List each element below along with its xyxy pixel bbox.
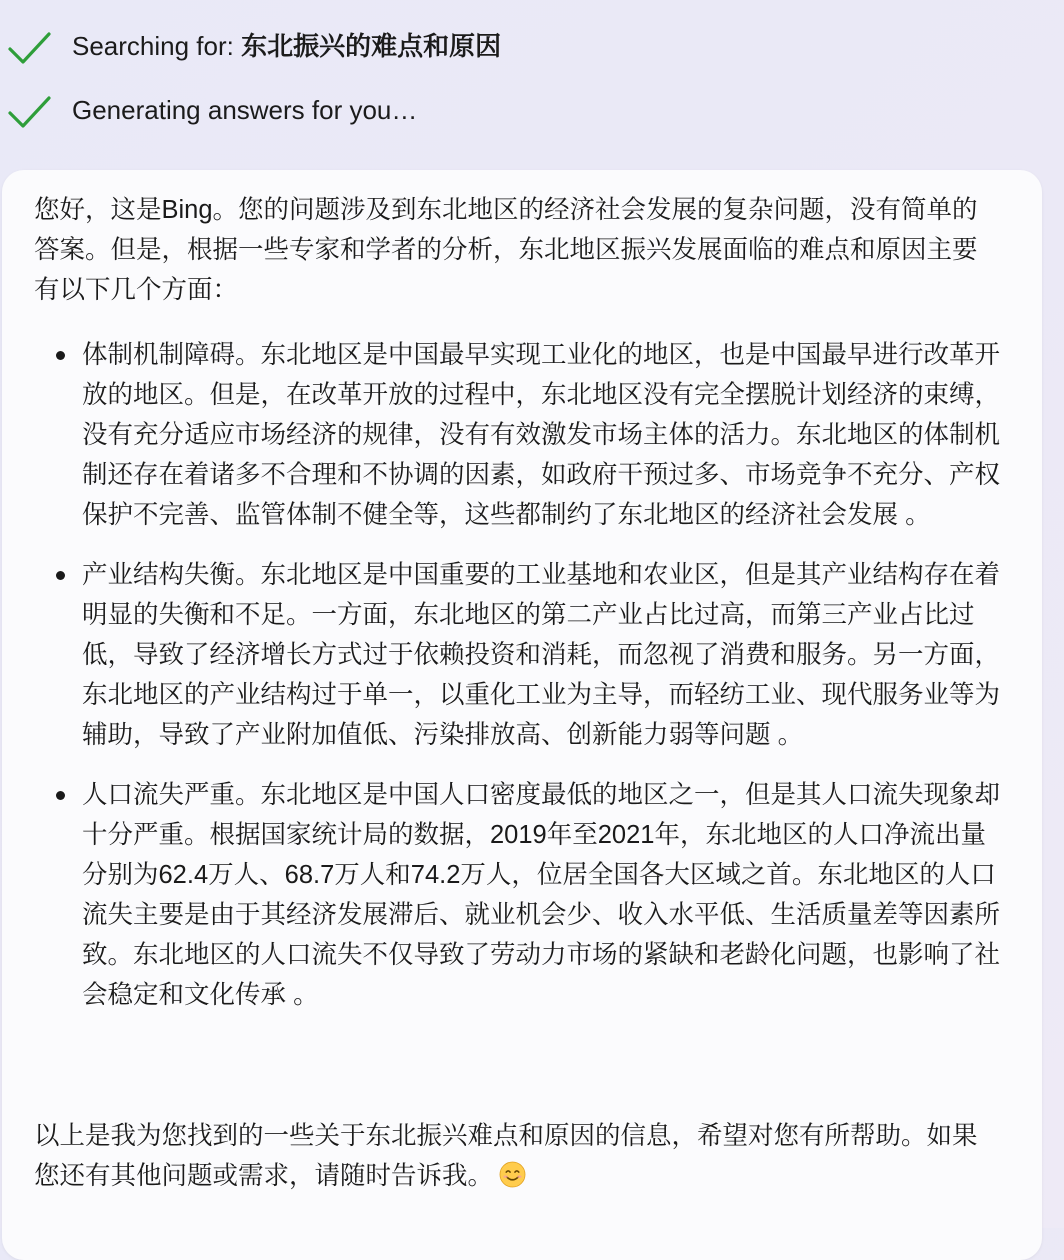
bullet-text: 产业结构失衡。东北地区是中国重要的工业基地和农业区，但是其产业结构存在着明显的失衡和不足。一方面，东北地区的第二产业占比过高，而第三产业占比过低，导致了经济增长方式过于依赖投资和消耗，而忽视了消费和服务。另一方面，东北地区的产业结构过于单一，以重化工业为主导，而轻纺工业、现代服务业等为辅助，导致了产业附加值低、污染排放高、创新能力弱等问题 。 bbox=[82, 561, 1001, 749]
searching-query: 东北振兴的难点和原因 bbox=[241, 31, 502, 61]
bullet-text: 人口流失严重。东北地区是中国人口密度最低的地区之一，但是其人口流失现象却十分严重。根据国家统计局的数据，2019年至2021年，东北地区的人口净流出量分别为62.4万人、68.7万人和74.2万人，位居全国各大区域之首。东北地区的人口流失主要是由于其经济发展滞后、就业机会少、收入水平低、生活质量差等因素所致。东北地区的人口流失不仅导致了劳动力市场的紧缺和老龄化问题，也影响了社会稳定和文化传承 。 bbox=[82, 781, 1001, 1009]
list-item bbox=[34, 335, 1009, 535]
answer-outro bbox=[34, 1116, 994, 1196]
list-item bbox=[34, 555, 1009, 755]
searching-text bbox=[72, 26, 501, 66]
bullet-dot bbox=[56, 791, 65, 800]
answer-card bbox=[2, 170, 1042, 1260]
bullet-text: 体制机制障碍。东北地区是中国最早实现工业化的地区，也是中国最早进行改革开放的地区。但是，在改革开放的过程中，东北地区没有完全摆脱计划经济的束缚，没有充分适应市场经济的规律，没有有效激发市场主体的活力。东北地区的体制机制还存在着诸多不合理和不协调的因素，如政府干预过多、市场竞争不充分、产权保护不完善、监管体制不健全等，这些都制约了东北地区的经济社会发展 。 bbox=[82, 341, 1001, 529]
list-item bbox=[34, 775, 1009, 1015]
check-icon bbox=[6, 30, 52, 66]
answer-intro: 您好，这是Bing。您的问题涉及到东北地区的经济社会发展的复杂问题，没有简单的答案。但是，根据一些专家和学者的分析，东北地区振兴发展面临的难点和原因主要有以下几个方面： bbox=[34, 196, 978, 304]
check-icon bbox=[6, 94, 52, 130]
bullet-dot bbox=[56, 571, 65, 580]
generating-text: Generating answers for you… bbox=[72, 95, 418, 125]
outro-text: 以上是我为您找到的一些关于东北振兴难点和原因的信息，希望对您有所帮助。如果您还有其他问题或需求，请随时告诉我。 bbox=[34, 1122, 978, 1190]
answer-bullet-list bbox=[34, 335, 1009, 1035]
smiling-face-emoji-icon bbox=[499, 1161, 526, 1188]
searching-label: Searching for: bbox=[72, 31, 242, 61]
bullet-dot bbox=[56, 351, 65, 360]
